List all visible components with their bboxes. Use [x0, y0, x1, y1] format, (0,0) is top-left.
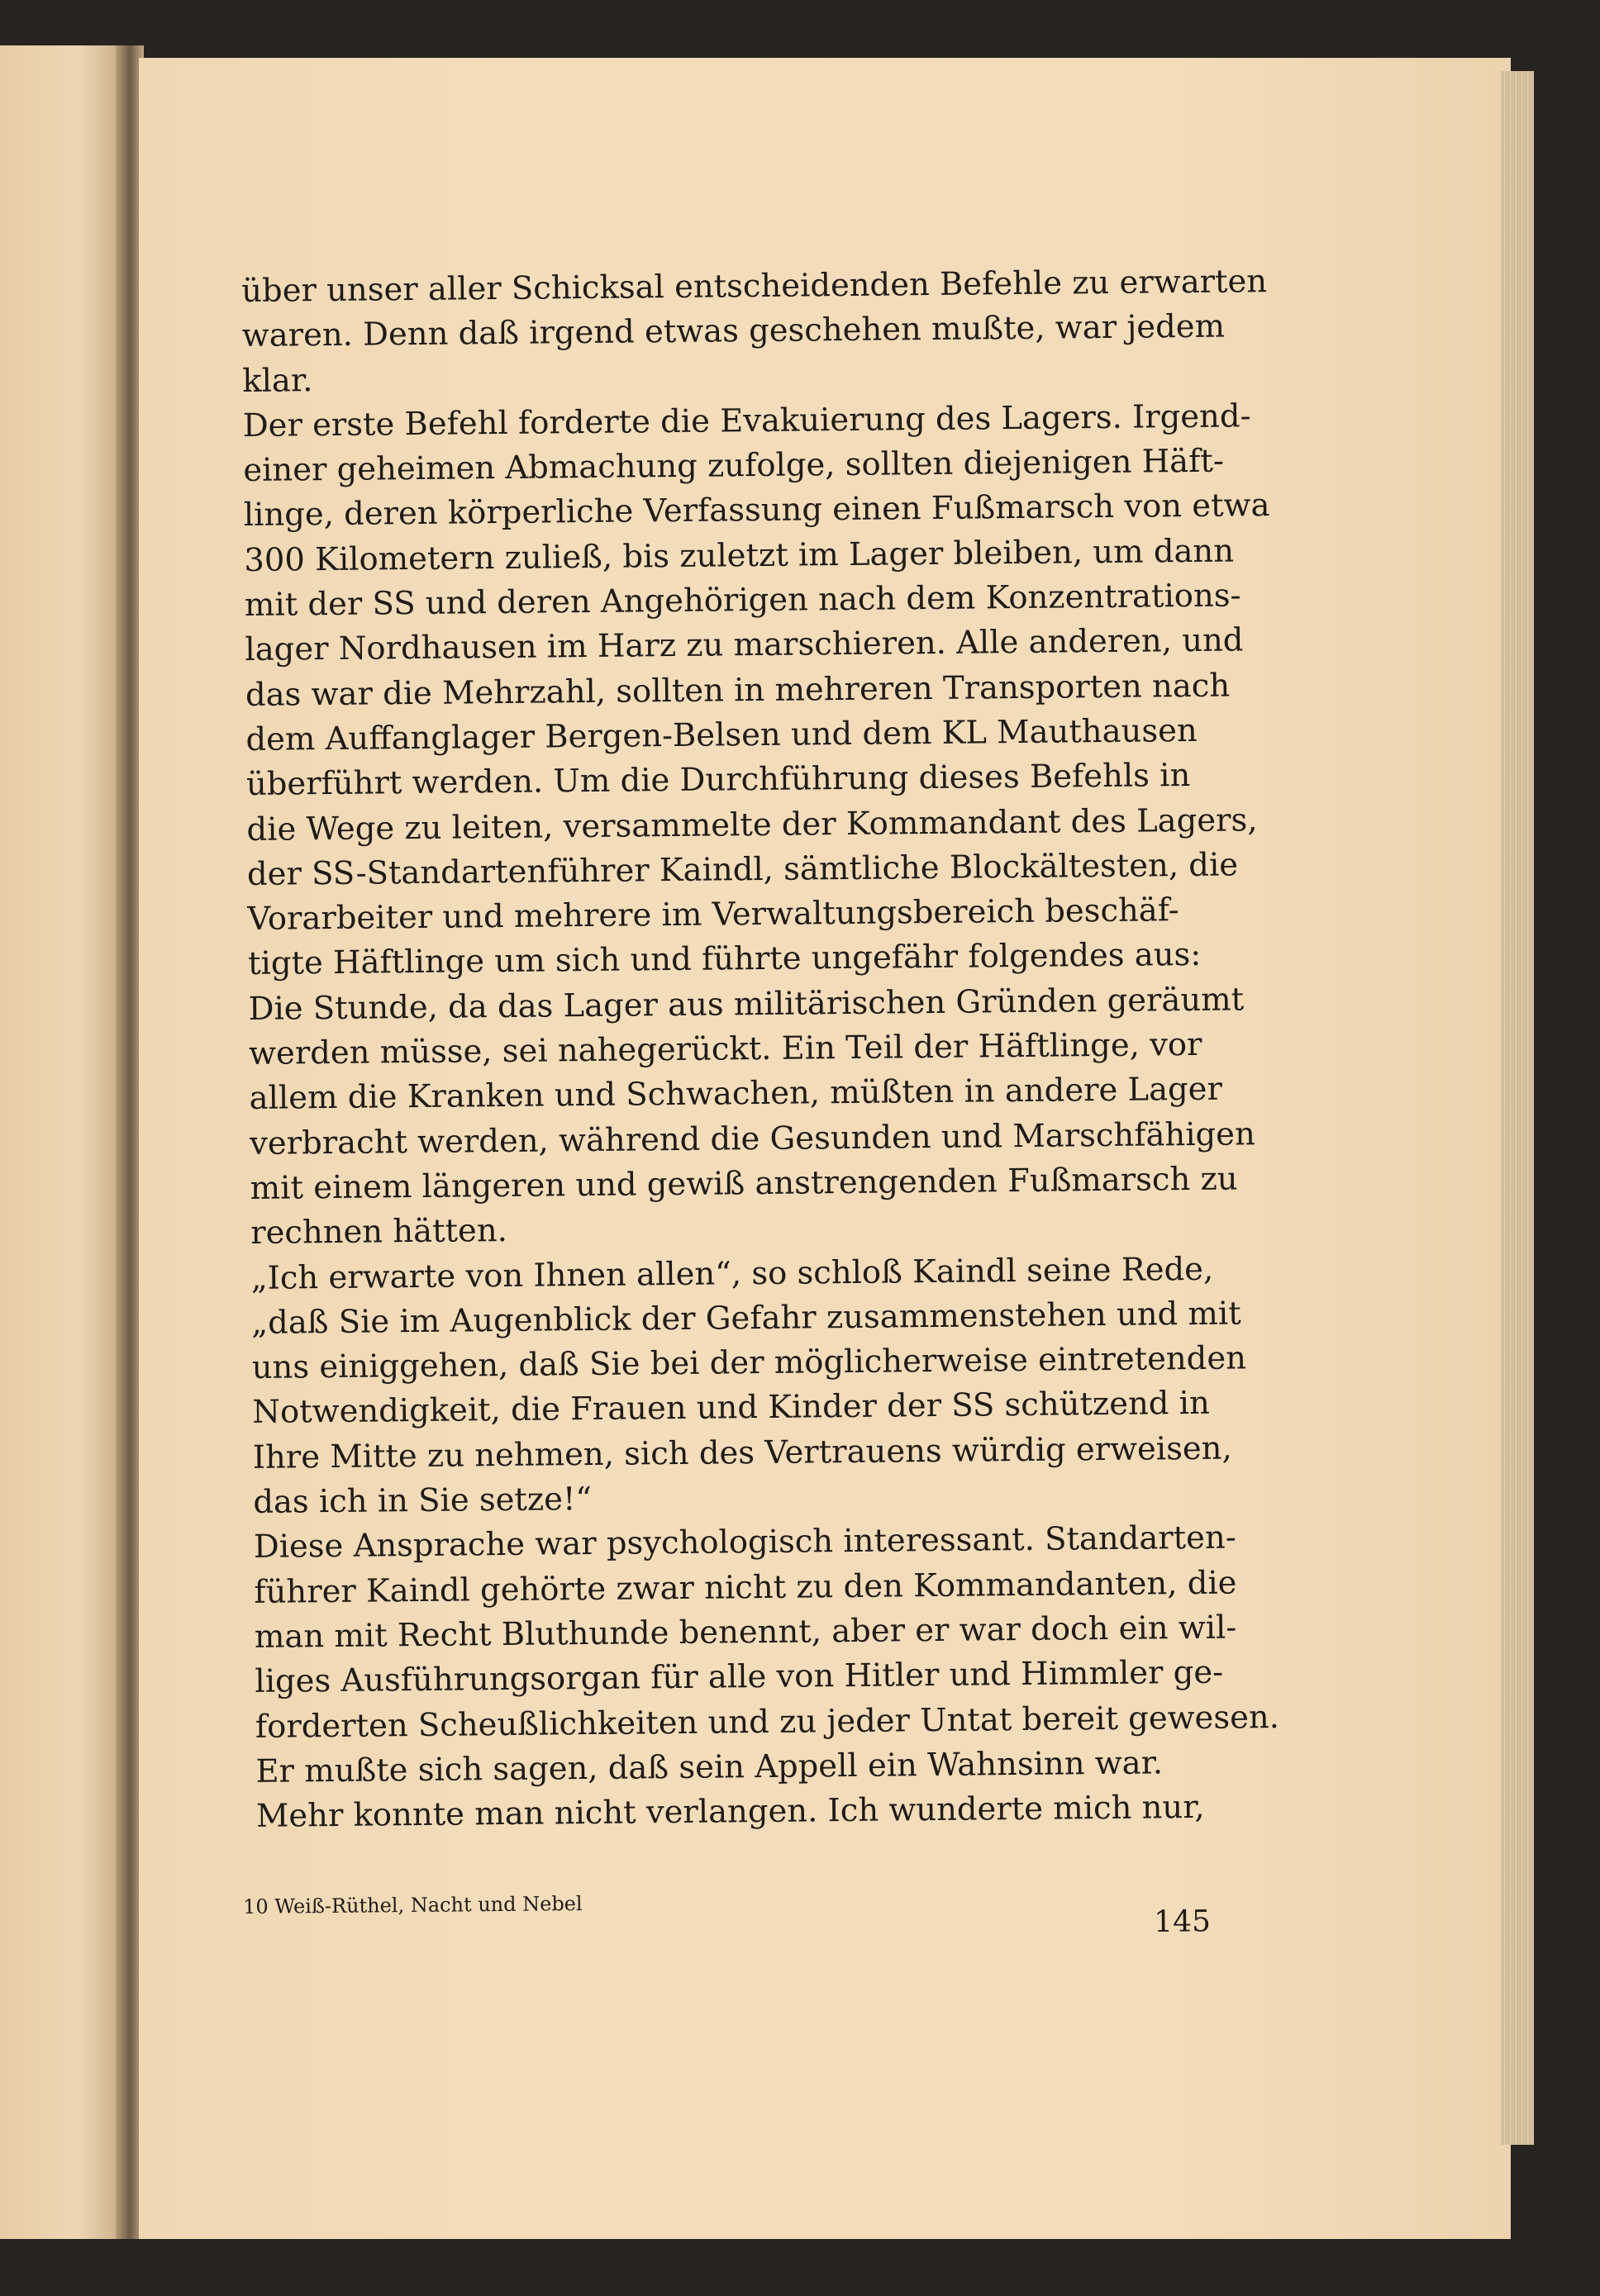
- text-line: „daß Sie im Augenblick der Gefahr zusammenstehen und mit: [251, 1295, 1241, 1342]
- text-line: uns einiggehen, daß Sie bei der möglicherweise eintretenden: [251, 1339, 1247, 1387]
- text-line: Die Stunde, da das Lager aus militärischen Gründen geräumt: [248, 981, 1245, 1028]
- text-line: verbracht werden, während die Gesunden und Marschfähigen: [249, 1115, 1255, 1162]
- text-line: liges Ausführungsorgan für alle von Hitler und Himmler ge-: [255, 1653, 1224, 1701]
- text-line: tigte Häftlinge um sich und führte ungefähr folgendes aus:: [247, 936, 1202, 983]
- text-line: überführt werden. Um die Durchführung dieses Befehls in: [245, 757, 1191, 804]
- text-line: einer geheimen Abmachung zufolge, sollten diejenigen Häft-: [243, 442, 1225, 490]
- text-line: Der erste Befehl forderte die Evakuierung des Lagers. Irgend-: [242, 397, 1251, 444]
- text-line: allem die Kranken und Schwachen, müßten in andere Lager: [249, 1070, 1223, 1118]
- text-line: mit einem längeren und gewiß anstrengenden Fußmarsch zu: [250, 1160, 1238, 1207]
- text-line: die Wege zu leiten, versammelte der Kommandant des Lagers,: [246, 801, 1258, 849]
- text-line: forderten Scheußlichkeiten und zu jeder Untat bereit gewesen.: [255, 1698, 1280, 1746]
- text-line: Mehr konnte man nicht verlangen. Ich wunderte mich nur,: [255, 1788, 1205, 1836]
- text-line: „Ich erwarte von Ihnen allen“, so schloß Kaindl seine Rede,: [250, 1250, 1214, 1297]
- text-line: das war die Mehrzahl, sollten in mehreren Transporten nach: [245, 667, 1231, 714]
- signature-line: 10 Weiß-Rüthel, Nacht und Nebel: [243, 1892, 583, 1918]
- text-line: über unser aller Schicksal entscheidenden Befehle zu erwarten: [241, 263, 1268, 310]
- left-page-edge: [0, 45, 132, 2239]
- text-line: der SS-Standartenführer Kaindl, sämtliche Blockältesten, die: [246, 846, 1239, 893]
- text-line: Er mußte sich sagen, daß sein Appell ein Wahnsinn war.: [255, 1744, 1164, 1790]
- text-line: dem Auffanglager Bergen-Belsen und dem KL Mauthausen: [245, 711, 1198, 758]
- text-line: das ich in Sie setze!“: [253, 1481, 593, 1521]
- text-line: lager Nordhausen im Harz zu marschieren. Alle anderen, und: [245, 621, 1244, 669]
- text-line: waren. Denn daß irgend etwas geschehen mußte, war jedem: [241, 307, 1226, 355]
- text-line: Notwendigkeit, die Frauen und Kinder der SS schützend in: [252, 1385, 1211, 1432]
- page-edges: [1501, 71, 1534, 2145]
- text-line: führer Kaindl gehörte zwar nicht zu den Kommandanten, die: [254, 1564, 1237, 1611]
- text-line: werden müsse, sei nahegerückt. Ein Teil der Häftlinge, vor: [248, 1025, 1202, 1073]
- text-line: 300 Kilometern zuließ, bis zuletzt im Lager bleiben, um dann: [244, 532, 1235, 579]
- body-text: [241, 260, 1280, 1840]
- text-line: linge, deren körperliche Verfassung einen Fußmarsch von etwa: [243, 487, 1270, 535]
- page-number: 145: [1154, 1904, 1212, 1939]
- text-line: rechnen hätten.: [250, 1212, 508, 1253]
- text-line: man mit Recht Bluthunde benennt, aber er war doch ein wil-: [254, 1609, 1237, 1656]
- text-line: Ihre Mitte zu nehmen, sich des Vertrauens würdig erweisen,: [252, 1429, 1232, 1476]
- text-line: mit der SS und deren Angehörigen nach dem Konzentrations-: [244, 577, 1241, 625]
- text-line: Vorarbeiter und mehrere im Verwaltungsbereich beschäf-: [247, 891, 1179, 939]
- text-line: klar.: [242, 361, 313, 400]
- text-line: Diese Ansprache war psychologisch interessant. Standarten-: [253, 1519, 1236, 1566]
